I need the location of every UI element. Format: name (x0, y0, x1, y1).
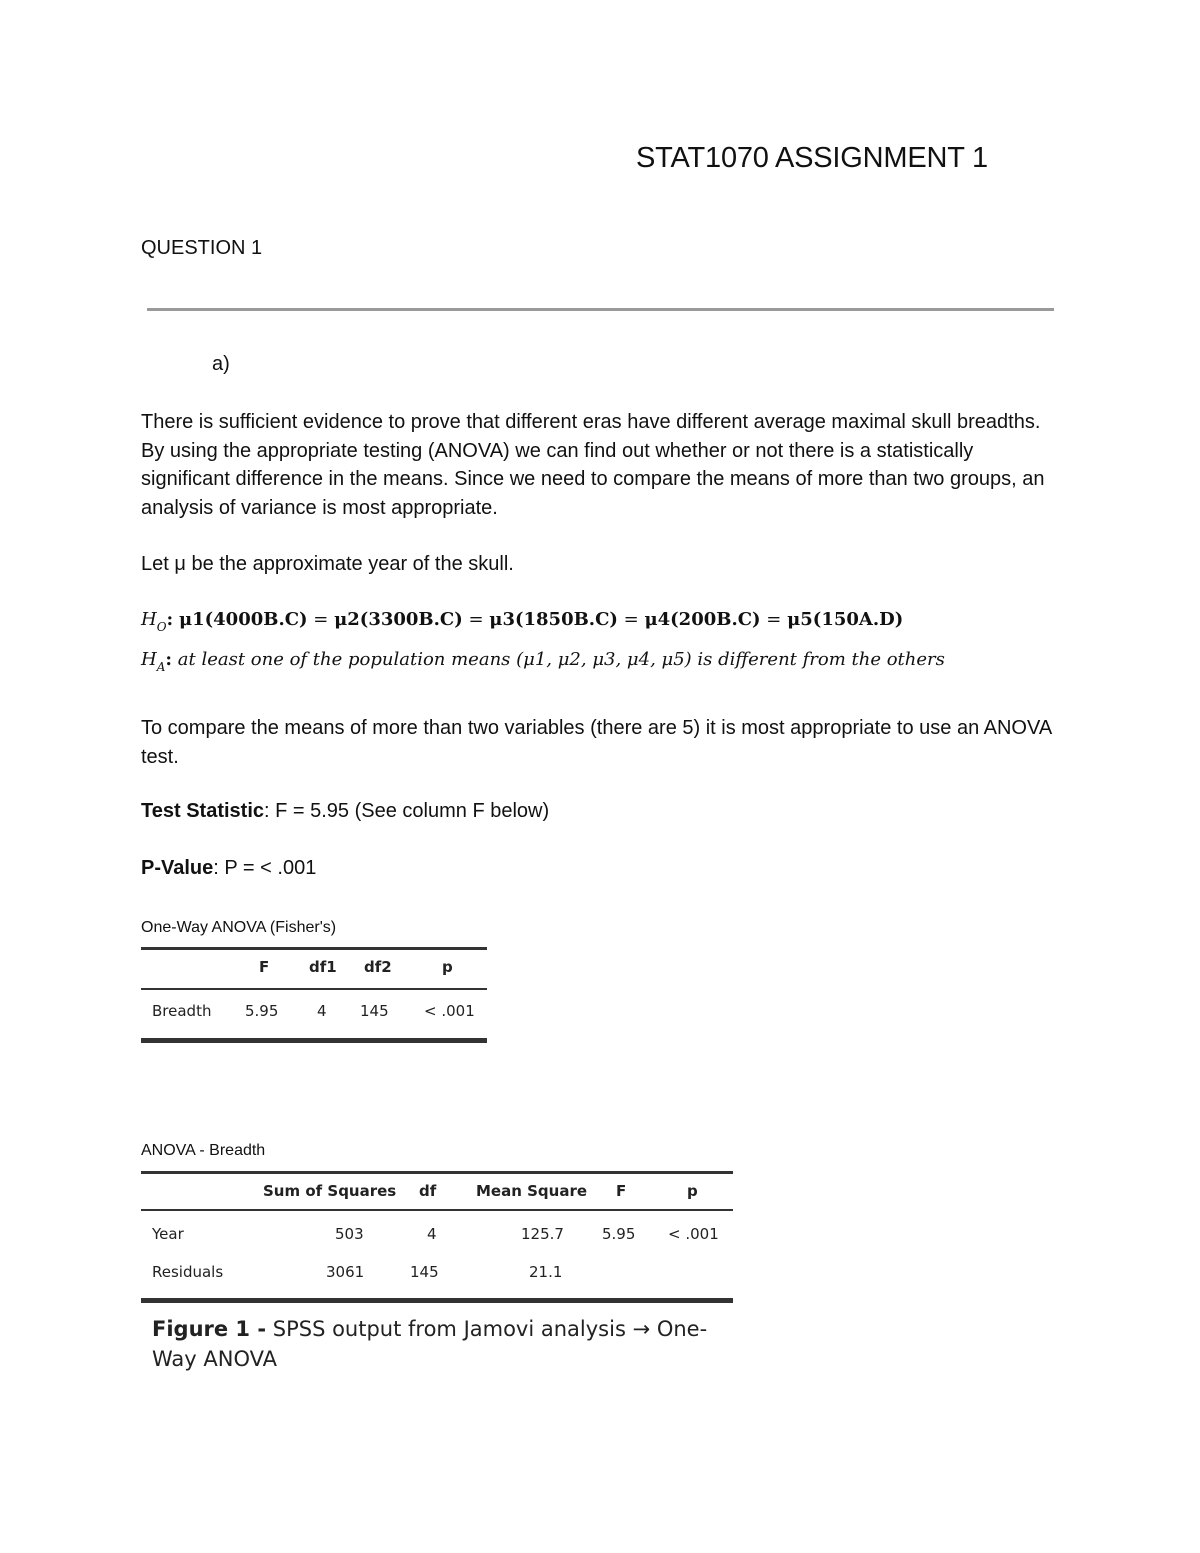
table1-header-f: F (259, 958, 270, 976)
h0-term-1: μ1(4000B.C) (178, 609, 308, 630)
question-heading: QUESTION 1 (141, 237, 263, 259)
p-value-value: : P = < .001 (213, 857, 317, 879)
table2-row1-ss: 503 (335, 1225, 364, 1243)
table2-row1-p: < .001 (668, 1225, 719, 1243)
table2-row1-df: 4 (427, 1225, 437, 1243)
h0-term-3: μ3(1850B.C) (489, 609, 618, 630)
table1-cell-f: 5.95 (245, 1002, 279, 1020)
table2-row2-ss: 3061 (326, 1263, 365, 1281)
alternative-hypothesis (141, 649, 945, 674)
part-label: a) (212, 353, 230, 375)
table1-header-df1: df1 (309, 958, 337, 976)
table2-header-df: df (419, 1182, 437, 1200)
h0-subscript: O (156, 620, 167, 634)
table2-row2-df: 145 (410, 1263, 439, 1281)
ha-colon: : (165, 649, 173, 670)
h0-symbol: H (141, 609, 157, 630)
table2-top-rule (141, 1171, 733, 1174)
ha-subscript: A (156, 660, 166, 674)
table1-caption: One-Way ANOVA (Fisher's) (141, 919, 337, 936)
table2-header-p: p (687, 1182, 698, 1200)
test-statistic (141, 800, 549, 823)
table2-header-ss: Sum of Squares (263, 1182, 397, 1200)
table2-row2-label: Residuals (152, 1263, 224, 1281)
h0-term-5: μ5(150A.D) (787, 609, 904, 630)
intro-paragraph: There is sufficient evidence to prove that different eras have different average maximal skull breadths. By using the appropriate testing (ANOVA) we can find out whether or not there is a statistically significant difference in the means. Since we need to compare the means of more than two groups, an analysis of variance is most appropriate. (141, 411, 1045, 519)
table1-header-rule (141, 988, 487, 990)
horizontal-rule (147, 308, 1054, 311)
table2-row1-label: Year (152, 1225, 184, 1243)
table2-row1-ms: 125.7 (521, 1225, 564, 1243)
table2-caption: ANOVA - Breadth (141, 1142, 266, 1159)
h0-term-4: μ4(200B.C) (644, 609, 761, 630)
mu-definition: Let μ be the approximate year of the skull. (141, 553, 514, 575)
table1-top-rule (141, 947, 487, 950)
test-statistic-value: : F = 5.95 (See column F below) (264, 800, 550, 822)
table2-bottom-rule (141, 1298, 733, 1303)
table2-row2-ms: 21.1 (529, 1263, 563, 1281)
table2-header-rule (141, 1209, 733, 1211)
null-hypothesis: $H_O$: μ1(4000B.C) = μ2(3300B.C) = μ3(1850B.C) = μ4(200B.C) = μ5(150A.D) (141, 609, 904, 634)
table1-bottom-rule (141, 1038, 487, 1043)
p-value (141, 857, 316, 880)
table1-header-p: p (442, 958, 453, 976)
h0-term-2: μ2(3300B.C) (334, 609, 463, 630)
table1-header-df2: df2 (364, 958, 392, 976)
figure-text: SPSS output from Jamovi analysis → One-Way ANOVA (152, 1317, 708, 1371)
figure-caption (152, 1314, 732, 1374)
test-statistic-label: Test Statistic (141, 800, 264, 822)
document-title: STAT1070 ASSIGNMENT 1 (636, 142, 988, 174)
table2-header-ms: Mean Square (476, 1182, 588, 1200)
h0-colon: : (166, 609, 174, 630)
anova-justification: To compare the means of more than two variables (there are 5) it is most appropriate to use an ANOVA test. (141, 717, 1052, 768)
ha-symbol: H (141, 649, 157, 670)
table1-row-label: Breadth (152, 1002, 212, 1020)
table2-row1-f: 5.95 (602, 1225, 636, 1243)
figure-label: Figure 1 - (152, 1317, 267, 1341)
p-value-label: P-Value (141, 857, 214, 879)
table1-cell-df1: 4 (317, 1002, 327, 1020)
ha-text: at least one of the population means (μ1, μ2, μ3, μ4, μ5) is different from the others (177, 649, 945, 670)
table1-cell-p: < .001 (424, 1002, 475, 1020)
table1-cell-df2: 145 (360, 1002, 389, 1020)
table2-header-f: F (616, 1182, 627, 1200)
